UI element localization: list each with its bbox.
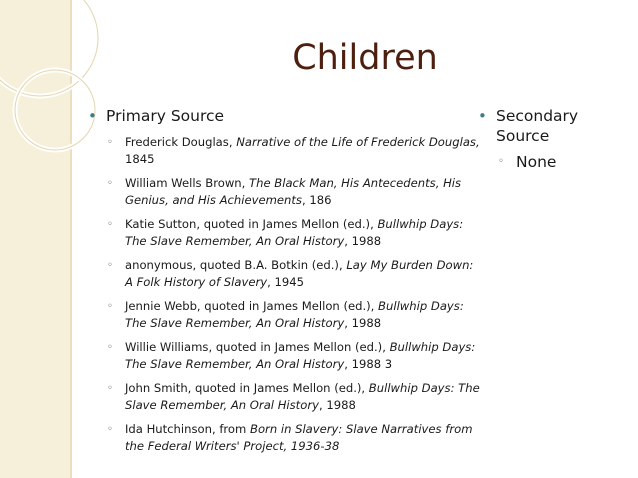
primary-source-heading: Primary Source	[106, 107, 225, 125]
list-item	[107, 421, 483, 455]
slide-title: Children	[292, 38, 438, 78]
list-item	[107, 380, 483, 414]
list-item	[107, 298, 483, 332]
list-item	[107, 216, 483, 250]
primary-source-column	[88, 106, 483, 462]
sub-bullet-icon: ◦	[107, 137, 113, 148]
list-item	[107, 257, 483, 291]
list-item-text: Ida Hutchinson, from Born in Slavery: Slave Narratives from the Federal Writers' Project, 1936-38	[125, 422, 473, 453]
sub-bullet-icon: ◦	[498, 156, 504, 167]
list-item	[498, 152, 628, 172]
list-item-text: anonymous, quoted B.A. Botkin (ed.), Lay My Burden Down: A Folk History of Slavery, 1945	[125, 258, 474, 289]
sub-bullet-icon: ◦	[107, 260, 113, 271]
list-item	[107, 175, 483, 209]
bullet-icon: •	[88, 107, 97, 125]
list-item-text: William Wells Brown, The Black Man, His Antecedents, His Genius, and His Achievements, 186	[125, 176, 462, 207]
list-item-text: Willie Williams, quoted in James Mellon (ed.), Bullwhip Days: The Slave Remember, An Oral History, 1988 3	[125, 340, 476, 371]
secondary-source-column	[478, 106, 628, 172]
sub-bullet-icon: ◦	[107, 424, 113, 435]
list-item-text: Frederick Douglas, Narrative of the Life of Frederick Douglas, 1845	[125, 135, 480, 166]
sub-bullet-icon: ◦	[107, 301, 113, 312]
sub-bullet-icon: ◦	[107, 342, 113, 353]
list-item-text: Katie Sutton, quoted in James Mellon (ed.), Bullwhip Days: The Slave Remember, An Oral History, 1988	[125, 217, 464, 248]
secondary-source-heading: Secondary Source	[496, 107, 579, 145]
secondary-source-list	[478, 152, 628, 172]
list-item	[107, 339, 483, 373]
primary-source-heading-row	[88, 106, 483, 126]
sub-bullet-icon: ◦	[107, 383, 113, 394]
list-item-text: Jennie Webb, quoted in James Mellon (ed.), Bullwhip Days: The Slave Remember, An Oral History, 1988	[125, 299, 464, 330]
primary-source-list	[88, 134, 483, 455]
list-item	[107, 134, 483, 168]
list-item-text: None	[516, 153, 557, 171]
bullet-icon: •	[478, 107, 487, 125]
secondary-source-heading-row	[478, 106, 628, 146]
sub-bullet-icon: ◦	[107, 178, 113, 189]
sub-bullet-icon: ◦	[107, 219, 113, 230]
list-item-text: John Smith, quoted in James Mellon (ed.), Bullwhip Days: The Slave Remember, An Oral History, 1988	[125, 381, 480, 412]
